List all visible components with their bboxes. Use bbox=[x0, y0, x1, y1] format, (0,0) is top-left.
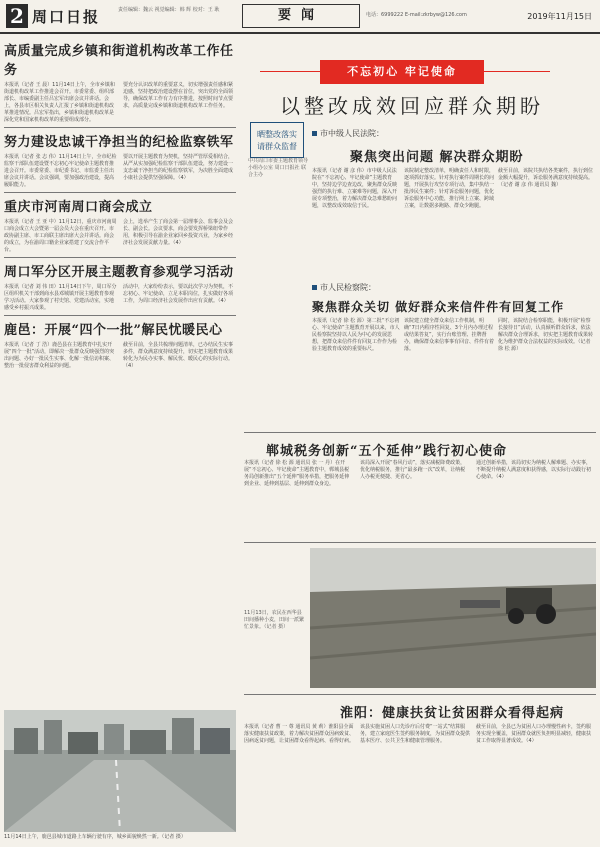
city-photo bbox=[4, 710, 236, 832]
divider bbox=[4, 192, 236, 193]
article-body: 本报讯（记者 徐 松 源）第二批“不忘初心、牢记使命”主题教育开展以来，市人民检察院坚持以人民为中心的发展思想，把群众来信件件有回复工作作为检验主题教育成效的重要标尺。 bbox=[312, 318, 400, 352]
article-body: 截至目前，该院共执结各类案件，执行到位金额大幅提升，诉讼服务满意度持续提高。（记者 谢 彦 伟 通讯员 魏） bbox=[498, 168, 594, 188]
article-body: 本报讯（记者 王 亚 中）11月12日，重庆市河南周口商会成立大会暨第一届会员大会在重庆召开。市政协副主席、市工商联主席出席大会并讲话。商会的成立，为在渝周口籍企业家搭建了交流合作平台。 bbox=[4, 219, 117, 253]
article-body: 该院制定整改清单，明确责任人和时限，逐项抓好落实。针对执行案件周期长的问题，开展执行攻坚专项行动，集中执结一批涉民生案件；针对诉讼服务问题，优化诉讼服务中心功能，推行网上立案、跨域立案，让数据多跑路、群众少跑腿。 bbox=[404, 168, 495, 209]
article-body: 要充分认识改革的重要意义，切实增强责任感和紧迫感，坚持把政治建设摆在首位，突出党的全面领导，确保改革工作有力有序推进，按照时间节点要求，高质量完成乡镇和街道机构改革工作任务。 bbox=[123, 82, 234, 109]
court-kicker: 市中级人民法院： bbox=[312, 128, 384, 139]
column-badge: 晒整改落实 请群众监督 bbox=[250, 122, 304, 158]
farm-photo-graphic bbox=[310, 548, 596, 688]
article-title: 周口军分区开展主题教育参观学习活动 bbox=[4, 265, 234, 280]
article-body: 本报讯（记者 王 晨）11月14日上午，全市乡镇和街道机构改革工作推进会召开。市委常委、组织部部长、市编委副主任吕宏军出席会议并讲话。会上，各县市区相关负责人汇报了乡镇和街道机构改革推进情况。吕宏军指出，乡镇和街道机构改革是深化党和国家机构改革的重要组成部分。 bbox=[4, 82, 115, 123]
article-body: 截至目前，全县已为贫困人口办理慢性病卡，签约服务实现全覆盖，贫困群众就医负担明显减轻，健康扶贫工作取得显著成效。（4） bbox=[476, 724, 592, 744]
article-title: 鹿邑：开展“四个一批”解民忧暖民心 bbox=[4, 323, 223, 338]
photo-caption: 11月14日上午，鹿邑县城市道路上车辆行驶有序，城乡面貌焕然一新。（记者 摄） bbox=[4, 834, 186, 840]
section-title: 要闻 bbox=[242, 4, 360, 28]
article-body: 该县实施贫困人口先诊疗后付费“一站式”结算服务，建立家庭医生签约服务制度，为贫困群众提供基本医疗、公共卫生和健康管理服务。 bbox=[360, 724, 471, 744]
article-chamber bbox=[4, 196, 236, 254]
article-title: 努力建设忠诚干净担当的纪检监察铁军 bbox=[4, 135, 234, 150]
article-institution-reform bbox=[4, 40, 236, 124]
left-column bbox=[4, 38, 236, 370]
divider bbox=[244, 542, 596, 543]
masthead bbox=[0, 0, 600, 34]
article-body: 同时，该院结合检察职能，积极开展“检察长接待日”活动，认真倾听群众诉求，依法解决群众合理诉求，切实把主题教育成果转化为维护群众合法权益的实际成效。（记者 徐 松 源） bbox=[498, 318, 594, 352]
health-title: 淮阳：健康扶贫让贫困群众看得起病 bbox=[340, 706, 565, 721]
masthead-editor-info: 责任编辑：魏云 视觉编辑：韩 辉 校对：王 耿 bbox=[118, 7, 220, 13]
article-luyi bbox=[4, 319, 236, 370]
tax-title: 郸城税务创新“五个延伸”践行初心使命 bbox=[266, 444, 507, 459]
divider bbox=[244, 432, 596, 433]
article-body: 本报讯（记者 徐 松 源 通讯员 张 一 丹）在开展“不忘初心、牢记使命”主题教育中，郸城县税务局创新推出“五个延伸”服务举措，把服务延伸到企业、延伸到基层、延伸到群众身边。 bbox=[244, 460, 350, 487]
article-title: 重庆市河南周口商会成立 bbox=[4, 200, 153, 215]
divider bbox=[4, 257, 236, 258]
issue-date: 2019年11月15日 bbox=[527, 12, 592, 21]
paper-name: 周口日报 bbox=[32, 8, 101, 26]
article-body: 截至目前，全县共梳理问题清单，已办结民生实事多件，群众满意度持续提升，切实把主题教育成果转化为为民办实事、解民忧、暖民心的实际行动。（4） bbox=[123, 342, 234, 369]
article-military bbox=[4, 261, 236, 312]
farm-photo-caption: 11月13日，农民在西华县田间播种小麦，田间一派繁忙景象。（记者 摄） bbox=[244, 610, 305, 630]
divider bbox=[4, 127, 236, 128]
procuratorate-title: 聚焦群众关切 做好群众来信件件有回复工作 bbox=[312, 300, 565, 314]
article-body: 要以开展主题教育为契机，坚持严管厚爱相结合，从严从实加强纪检监察干部队伍建设，努力建设一支忠诚干净担当的纪检监察铁军，为决胜全面建成小康社会提供坚强保障。（4） bbox=[123, 154, 234, 181]
article-title: 高质量完成乡镇和街道机构改革工作任务 bbox=[4, 44, 234, 78]
theme-banner: 不忘初心 牢记使命 bbox=[320, 60, 484, 84]
farm-photo bbox=[310, 548, 596, 688]
article-body: 会上，选举产生了商会第一届理事会、监事会及会长、副会长。会议要求，商会要发挥桥梁纽带作用，积极引导在渝企业家回乡投资兴业，为家乡经济社会发展贡献力量。（4） bbox=[123, 219, 234, 246]
article-body: 本报讯（记者 曹 一 尊 通讯员 黄 莉）淮阳县全面落实健康扶贫政策，着力解决贫困群众因病致贫、因病返贫问题，让贫困群众看得起病、看得好病。 bbox=[244, 724, 355, 744]
city-photo-graphic bbox=[4, 710, 236, 832]
procuratorate-kicker: 市人民检察院： bbox=[312, 282, 376, 293]
article-body: 本报讯（记者 张 志 伟）11月14日上午，全市纪检监察干部队伍建设暨不忘初心牢记使命主题教育推进会召开。市委常委、市纪委书记、市监委主任出席会议并讲话。会议强调，要加强政治建设，提高履职能力。 bbox=[4, 154, 117, 188]
sponsor-note: 中共周口市委主题教育领导小组办公室 周口日报社 联合主办 bbox=[248, 158, 309, 178]
article-body: 活动中，大家纷纷表示，要以此次学习为契机，不忘初心、牢记使命，立足本职岗位，扎实做好各项工作，为周口经济社会发展作出应有贡献。（4） bbox=[123, 284, 234, 304]
article-body: 本报讯（记者 丁 浩）鹿邑县在主题教育中扎实开展“四个一批”活动，即解决一批群众反映强烈的突出问题、办好一批民生实事、化解一批信访积案、整治一批侵害群众利益的问题。 bbox=[4, 342, 115, 369]
article-discipline-team bbox=[4, 131, 236, 189]
article-body: 本报讯（记者 谢 彦 伟）市中级人民法院在“不忘初心、牢记使命”主题教育中，坚持边学边查边改，聚焦群众反映强烈的执行难、立案难等问题，深入开展专项整治，着力解决群众急难愁盼问题，以整改成效取信于民。 bbox=[312, 168, 398, 209]
page-number: 2 bbox=[6, 4, 28, 28]
court-title: 聚焦突出问题 解决群众期盼 bbox=[350, 150, 524, 165]
divider bbox=[244, 694, 596, 695]
article-body: 通过创新举措，该局切实为纳税人解难题、办实事，不断提升纳税人满意度和获得感，以实际行动践行初心使命。（4） bbox=[476, 460, 592, 480]
divider bbox=[4, 315, 236, 316]
masthead-contact: 电话：6999222 E-mail:zkrbyw@126.com bbox=[366, 12, 467, 18]
article-body: 本报讯（记者 刘 伟 田）11月14日下午，周口军分区组织机关干部到商水县邓城镇开展主题教育参观学习活动。大家参观了村史馆、党建活动室，实地感受乡村振兴成果。 bbox=[4, 284, 117, 311]
main-headline: 以整改成效回应群众期盼 bbox=[280, 94, 544, 118]
article-body: 该局深入开展“春风行动”，落实减税降费政策，优化纳税服务，推行“最多跑一次”改革，让纳税人办税更便捷、更省心。 bbox=[360, 460, 466, 480]
article-body: 该院建立健全群众来信工作机制，明确“7日内程序性回复、3个月内办理过程或结果答复”，实行台账管理、挂牌督办，确保群众来信事事有回音、件件有着落。 bbox=[404, 318, 495, 352]
